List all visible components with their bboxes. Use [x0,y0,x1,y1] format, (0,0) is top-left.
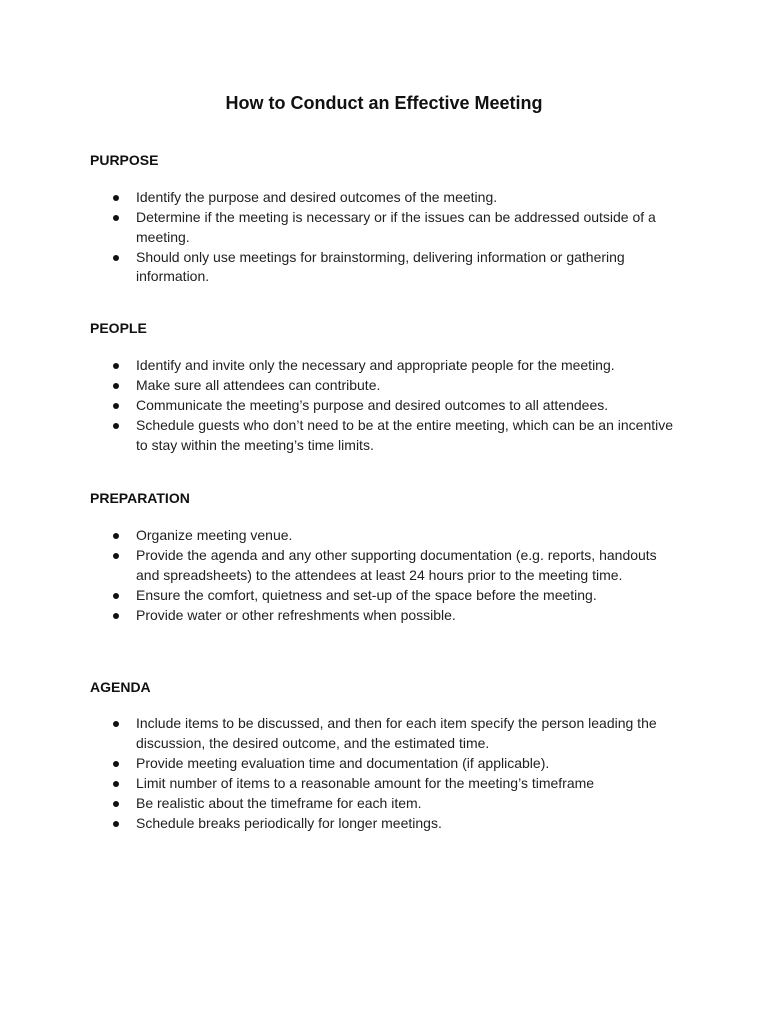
bullet-icon [113,363,119,369]
list-item [90,396,680,416]
bullet-icon [113,215,119,221]
bullet-icon [113,593,119,599]
list-item [90,754,680,774]
preparation-list [90,526,680,626]
list-item-text: Include items to be discussed, and then for each item specify the person leading the discussion, the desired outcome, and the estimated time. [136,715,657,751]
list-item-text: Provide water or other refreshments when possible. [136,606,456,623]
bullet-icon [113,403,119,409]
page-title: How to Conduct an Effective Meeting [225,93,543,113]
bullet-icon [113,613,119,619]
bullet-icon [113,761,119,767]
bullet-icon [113,195,119,201]
bullet-icon [113,801,119,807]
list-item-text: Identify and invite only the necessary and appropriate people for the meeting. [136,357,615,373]
list-item-text: Organize meeting venue. [136,527,293,543]
list-item [90,248,680,287]
bullet-icon [113,821,119,827]
list-item [90,188,680,208]
list-item [90,416,680,455]
list-item [90,714,680,753]
bullet-icon [113,721,119,727]
bullet-icon [113,255,119,261]
list-item [90,794,680,814]
list-item [90,376,680,396]
list-item-text: Limit number of items to a reasonable amount for the meeting’s timeframe [136,774,595,791]
list-item-text: Schedule guests who don’t need to be at the entire meeting, which can be an incentive to stay within the meeting’s time limits. [136,417,674,453]
section-heading-preparation: PREPARATION [90,490,190,506]
list-item-text: Communicate the meeting’s purpose and desired outcomes to all attendees. [136,397,609,413]
list-item-text: Ensure the comfort, quietness and set-up of the space before the meeting. [136,586,597,603]
list-item-text: Should only use meetings for brainstorming, delivering information or gathering information. [136,248,625,284]
list-item-text: Determine if the meeting is necessary or if the issues can be addressed outside of a meeting. [136,209,656,245]
list-item-text: Provide the agenda and any other supporting documentation (e.g. reports, handouts and spreadsheets) to the attendees at least 24 hours prior to the meeting time. [136,547,657,583]
bullet-icon [113,553,119,559]
purpose-list [90,188,680,287]
list-item [90,606,680,626]
bullet-icon [113,423,119,429]
section-heading-purpose: PURPOSE [90,152,159,168]
agenda-list [90,714,680,834]
section-heading-people: PEOPLE [90,320,147,336]
list-item [90,356,680,376]
list-item-text: Schedule breaks periodically for longer meetings. [136,814,442,831]
list-item-text: Identify the purpose and desired outcomes of the meeting. [136,189,498,205]
list-item [90,586,680,606]
list-item [90,774,680,794]
list-item-text: Provide meeting evaluation time and documentation (if applicable). [136,754,550,771]
list-item [90,814,680,834]
list-item-text: Be realistic about the timeframe for each item. [136,794,422,811]
bullet-icon [113,533,119,539]
people-list [90,356,680,456]
list-item [90,526,680,546]
list-item [90,546,680,585]
bullet-icon [113,383,119,389]
list-item-text: Make sure all attendees can contribute. [136,377,381,393]
list-item [90,208,680,247]
bullet-icon [113,781,119,787]
section-heading-agenda: AGENDA [90,679,151,695]
